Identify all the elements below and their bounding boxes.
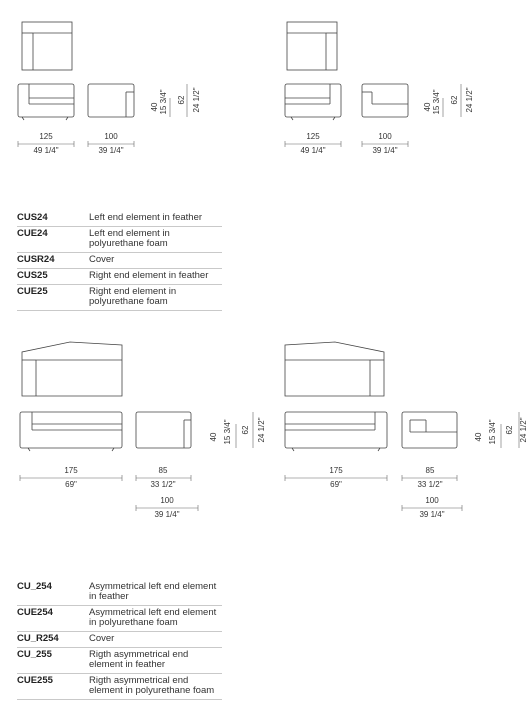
product-description: Right end element in polyurethane foam [89, 286, 177, 307]
product-code: CUS24 [17, 212, 48, 223]
dim-height-in: 24 1/2" [465, 87, 474, 113]
table-row [17, 253, 222, 269]
dim-width-in: 69" [65, 480, 77, 489]
product-description: Left end element in polyurethane foam [89, 228, 170, 249]
dim-depth2-cm: 100 [425, 496, 439, 505]
product-description: Rigth asymmetrical end element in polyurethane foam [89, 675, 215, 696]
dim-width-in: 69" [330, 480, 342, 489]
product-description: Asymmetrical left end element in feather [89, 581, 217, 602]
product-code: CUE25 [17, 286, 48, 297]
dim-depth-cm: 100 [104, 132, 118, 141]
top-right-front-view [285, 84, 341, 120]
dim-height-in: 24 1/2" [257, 417, 266, 443]
product-description: Cover [89, 254, 115, 265]
dim-depth-cm: 85 [425, 466, 435, 475]
top-left-side-view [88, 84, 134, 117]
product-code: CUS25 [17, 270, 48, 281]
product-code: CUE254 [17, 607, 53, 618]
table-row [17, 632, 222, 648]
table-row [17, 227, 222, 253]
dim-width-cm: 125 [39, 132, 53, 141]
dim-depth-in: 39 1/4" [98, 146, 124, 155]
table-row [17, 269, 222, 285]
dim-width-in: 49 1/4" [33, 146, 59, 155]
dim-height-in: 24 1/2" [519, 417, 528, 443]
product-code: CUE24 [17, 228, 48, 239]
product-description: Asymmetrical left end element in polyurethane foam [89, 607, 217, 628]
mid-right-plan-view [285, 342, 384, 396]
dim-width-cm: 125 [306, 132, 320, 141]
table-row [17, 285, 222, 311]
product-description: Cover [89, 633, 115, 644]
mid-right-side-view [402, 412, 457, 448]
dim-height-cm: 62 [450, 95, 459, 105]
dim-depth2-cm: 100 [160, 496, 174, 505]
dim-seat-cm: 40 [150, 102, 159, 112]
product-code: CU_R254 [17, 633, 59, 644]
table-row [17, 211, 222, 227]
dim-depth-in: 33 1/2" [150, 480, 176, 489]
dim-height-cm: 62 [177, 95, 186, 105]
dim-width-in: 49 1/4" [300, 146, 326, 155]
top-left-plan-view [22, 22, 72, 70]
table-row [17, 648, 222, 674]
code-table-asymmetrical-elements [17, 580, 222, 700]
mid-right-front-view [285, 412, 387, 451]
product-description: Right end element in feather [89, 270, 209, 281]
mid-left-side-view [136, 412, 191, 448]
mid-left-plan-view [22, 342, 122, 396]
dim-depth-in: 33 1/2" [417, 480, 443, 489]
dim-width-cm: 175 [64, 466, 78, 475]
product-code: CUSR24 [17, 254, 55, 265]
mid-left-front-view [20, 412, 122, 451]
dim-seat-in: 15 3/4" [488, 419, 497, 445]
dim-height-cm: 62 [505, 425, 514, 435]
table-row [17, 606, 222, 632]
dim-seat-cm: 40 [423, 102, 432, 112]
top-right-plan-view [287, 22, 337, 70]
dim-depth-cm: 85 [158, 466, 168, 475]
product-description: Left end element in feather [89, 212, 203, 223]
product-code: CU_254 [17, 581, 52, 592]
dim-depth-in: 39 1/4" [372, 146, 398, 155]
top-left-front-view [18, 84, 74, 120]
dim-seat-in: 15 3/4" [159, 89, 168, 115]
table-row [17, 580, 222, 606]
dim-depth2-in: 39 1/4" [154, 510, 180, 519]
product-code: CU_255 [17, 649, 52, 660]
code-table-end-elements [17, 211, 222, 311]
dim-seat-cm: 40 [474, 432, 483, 442]
dim-seat-in: 15 3/4" [432, 89, 441, 115]
dim-seat-cm: 40 [209, 432, 218, 442]
product-code: CUE255 [17, 675, 53, 686]
top-right-side-view [362, 84, 408, 117]
table-row [17, 674, 222, 700]
dim-height-cm: 62 [241, 425, 250, 435]
dim-seat-in: 15 3/4" [223, 419, 232, 445]
dim-width-cm: 175 [329, 466, 343, 475]
dim-height-in: 24 1/2" [192, 87, 201, 113]
dim-depth-cm: 100 [378, 132, 392, 141]
dim-depth2-in: 39 1/4" [419, 510, 445, 519]
product-description: Rigth asymmetrical end element in feather [89, 649, 189, 670]
